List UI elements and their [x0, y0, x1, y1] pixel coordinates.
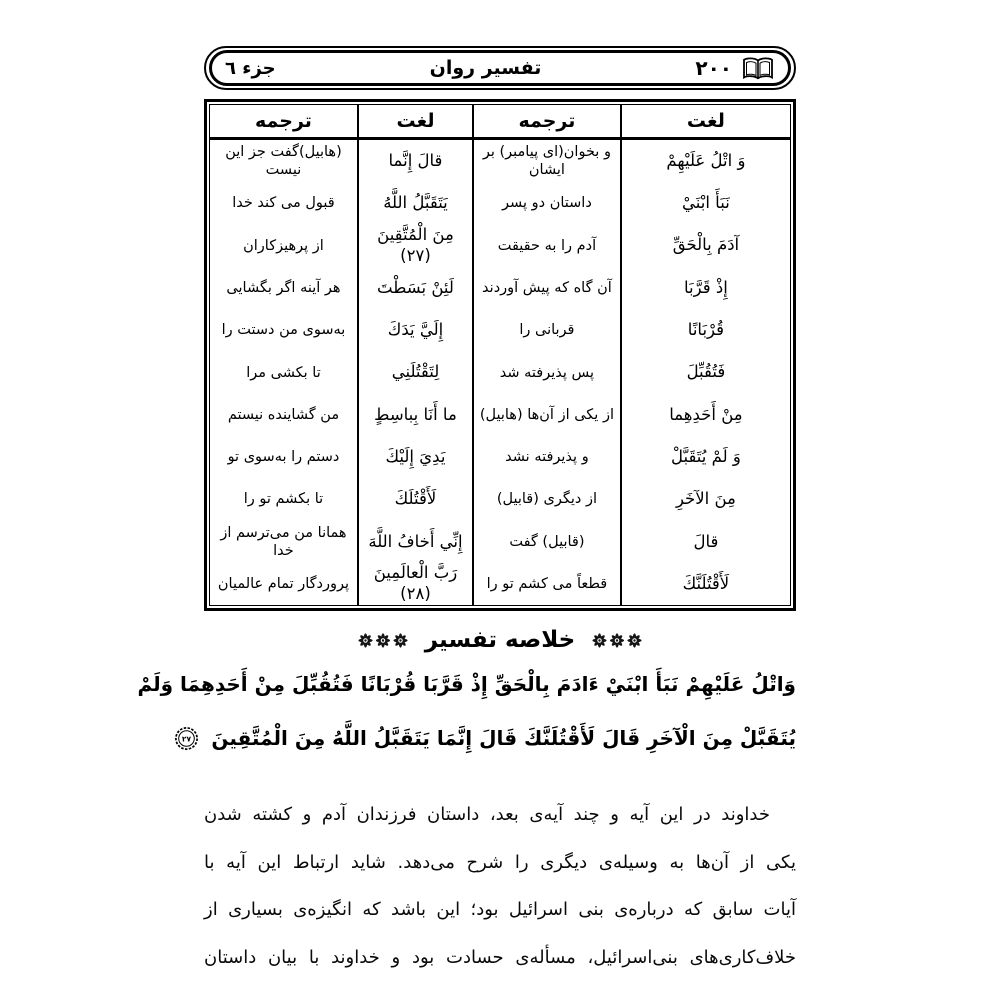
page-number: ٢٠٠ — [695, 56, 732, 80]
flower-rosette-icon — [591, 632, 643, 649]
table-cell: نَبَأَ ابْنَيْ — [682, 193, 730, 213]
column-body — [622, 140, 790, 605]
table-cell: لِتَقْتُلَنِي — [391, 362, 440, 382]
verse-line-1: وَاتْلُ عَلَيْهِمْ نَبَأَ ابْنَيْ ءَادَمَ بِالْحَقِّ إِذْ قَرَّبَا قُرْبَانًا فَتُقُبِّلَ مِنْ أَحَدِهِمَا وَلَمْ — [137, 672, 796, 697]
table-column-tarjomeh-2 — [210, 105, 359, 605]
verse-line-2-text: يُتَقَبَّلْ مِنَ الْآخَرِ قَالَ لَأَقْتُلَنَّكَ قَالَ إِنَّمَا يَتَقَبَّلُ اللَّهُ مِنَ الْمُتَّقِينَ — [211, 726, 796, 751]
table-cell: آدم را به حقيقت — [497, 237, 597, 254]
table-cell: قالَ — [693, 531, 719, 551]
table-cell: مِنْ أَحَدِهِما — [669, 404, 743, 424]
table-cell: آن گاه كه پيش آوردند — [482, 279, 612, 296]
verse-line-2 — [182, 711, 796, 771]
page-header — [204, 46, 796, 90]
table-cell: إِلَيَّ يَدَكَ — [387, 320, 444, 340]
table-cell: به‌سوی من دستت را — [221, 322, 346, 339]
vocabulary-table-inner — [209, 104, 791, 606]
summary-heading-title: خلاصه تفسير — [424, 627, 576, 654]
flower-rosette-icon — [357, 632, 409, 649]
column-body — [359, 140, 472, 605]
paragraph-line: يكی از آن‌ها به وسيله‌ی ديگری را شرح می‌دهد. شايد ارتباط اين آيه با — [204, 851, 796, 873]
page-header-inner — [209, 50, 791, 86]
table-cell: مِنَ الآخَرِ — [675, 489, 736, 509]
column-header: ترجمه — [210, 105, 357, 140]
juz-label: جزء ٦ — [225, 57, 276, 79]
table-cell: قطعاً می كشم تو را — [486, 576, 608, 593]
table-cell: لَئِنْ بَسَطْتَ — [377, 277, 454, 297]
vocabulary-table — [204, 99, 796, 611]
table-column-tarjomeh-1 — [474, 105, 622, 605]
page-number-group — [695, 56, 775, 81]
table-cell: و بخوان(ای پيامبر) بر ايشان — [482, 144, 611, 179]
table-cell: إِذْ قَرَّبَا — [684, 277, 728, 297]
table-cell: من گشاينده نيستم — [227, 406, 340, 423]
table-cell: همانا من می‌ترسم از خدا — [220, 524, 347, 559]
table-cell: از پرهيزكاران — [243, 237, 324, 254]
paragraph-line: آيات سابق كه درباره‌ی بنی اسرائيل بود؛ اين باشد كه انگيزه‌ی بسياری از — [204, 899, 796, 921]
paragraph-line: خداوند در اين آيه و چند آيه‌ی بعد، داستان فرزندان آدم و كشته شدن — [204, 804, 770, 826]
table-cell: وَ اتْلُ عَلَيْهِمْ — [666, 150, 746, 170]
table-cell: از ديگری (قابيل) — [496, 491, 597, 508]
verse-medallion-icon — [174, 717, 199, 771]
table-cell: و پذيرفته نشد — [505, 449, 589, 466]
table-cell: فَتُقُبِّلَ — [686, 362, 726, 382]
book-title: تفسير روان — [429, 57, 542, 79]
table-column-loghat-1 — [622, 105, 790, 605]
table-cell: لَأَقْتُلَكَ — [394, 489, 437, 509]
table-cell: (هابيل)گفت جز اين نيست — [225, 144, 342, 179]
table-cell: تا بكشم تو را — [243, 491, 324, 508]
quran-verse — [137, 657, 796, 771]
table-cell: (قابيل) گفت — [509, 533, 585, 550]
table-cell: از يكی از آن‌ها (هابيل) — [479, 406, 614, 423]
table-cell: قبول می كند خدا — [232, 195, 335, 212]
column-header: ترجمه — [474, 105, 620, 140]
paragraph-line: خلاف‌كاری‌های بنی‌اسرائيل، مسأله‌ی حسادت بود و خداوند با بيان داستان — [204, 946, 796, 968]
open-book-icon — [741, 56, 775, 81]
summary-heading — [204, 627, 796, 653]
table-cell: تا بكشی مرا — [246, 364, 321, 381]
table-cell: داستان دو پسر — [502, 195, 592, 212]
commentary-paragraph — [204, 791, 796, 981]
table-cell: آدَمَ بِالْحَقِّ — [672, 235, 740, 255]
verse-number: ٢٧ — [182, 734, 192, 744]
table-cell: إِنِّي أَخافُ اللَّهَ — [368, 531, 463, 551]
column-body — [474, 140, 620, 605]
table-cell: پروردگار تمام عالميان — [217, 576, 350, 593]
table-cell: رَبَّ الْعالَمِينَ (٢٨) — [373, 563, 458, 604]
table-cell: قالَ إِنَّما — [388, 150, 443, 170]
column-header: لغت — [359, 105, 472, 140]
table-cell: يَتَقَبَّلُ اللَّهُ — [383, 193, 448, 213]
column-header: لغت — [622, 105, 790, 140]
table-cell: ما أَنَا بِباسِطٍ — [374, 404, 457, 424]
table-cell: لَأَقْتُلَنَّكَ — [682, 573, 730, 593]
table-cell: مِنَ الْمُتَّقِينَ (٢٧) — [377, 225, 454, 265]
table-cell: دستم را به‌سوی تو — [227, 449, 340, 466]
column-body — [210, 140, 357, 605]
table-column-loghat-2 — [359, 105, 474, 605]
table-cell: هر آينه اگر بگشايی — [226, 279, 341, 296]
table-cell: پس پذيرفته شد — [499, 364, 595, 381]
table-cell: قُرْبَانًا — [687, 320, 725, 340]
table-cell: يَدِيَ إِلَيْكَ — [385, 446, 446, 466]
table-cell: قربانی را — [519, 322, 575, 339]
table-cell: وَ لَمْ يُتَقَبَّلْ — [670, 446, 741, 466]
